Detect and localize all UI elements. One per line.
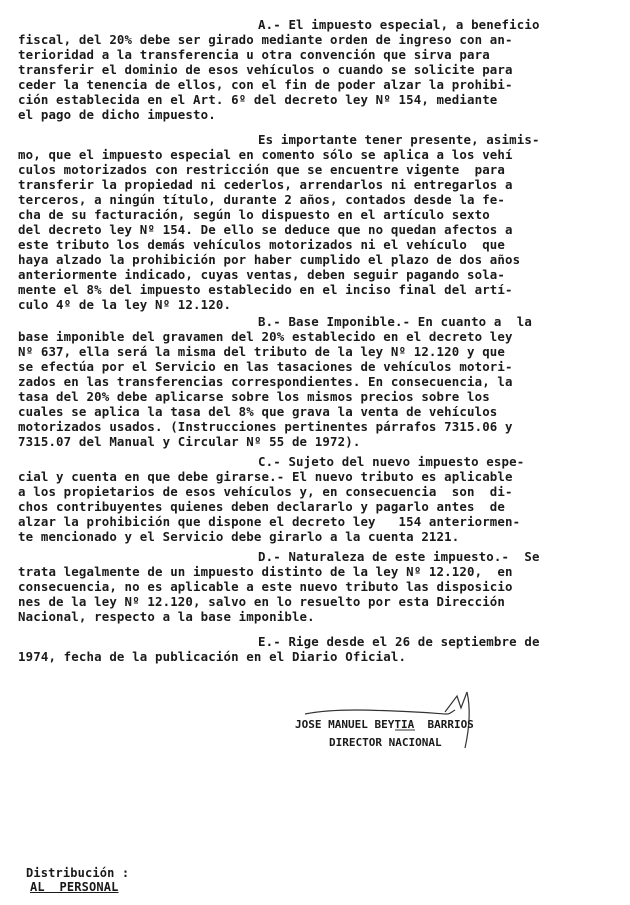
- paragraph-b-line: Nº 637, ella será la misma del tributo de la ley Nº 12.120 y que: [18, 344, 506, 359]
- paragraph-a2-line: del decreto ley Nº 154. De ello se deduce que no quedan afectos a: [18, 222, 513, 237]
- paragraph-c-line: a los propietarios de esos vehículos y, en consecuencia son di-: [18, 484, 513, 499]
- paragraph-b-line: 7315.07 del Manual y Circular Nº 55 de 1972).: [18, 434, 361, 449]
- paragraph-a-line: terioridad a la transferencia u otra convención que sirva para: [18, 47, 490, 62]
- paragraph-d-line: nes de la ley Nº 12.120, salvo en lo resuelto por esta Dirección: [18, 594, 506, 609]
- paragraph-e-line: E.- Rige desde el 26 de septiembre de: [258, 634, 540, 649]
- paragraph-a2-line: mo, que el impuesto especial en comento sólo se aplica a los vehí: [18, 147, 513, 162]
- paragraph-b-line: B.- Base Imponible.- En cuanto a la: [258, 314, 532, 329]
- paragraph-b-line: tasa del 20% debe aplicarse sobre los mismos precios sobre los: [18, 389, 490, 404]
- paragraph-a-line: ción establecida en el Art. 6º del decreto ley Nº 154, mediante: [18, 92, 498, 107]
- paragraph-b-line: zados en las transferencias correspondientes. En consecuencia, la: [18, 374, 513, 389]
- paragraph-a-line: el pago de dicho impuesto.: [18, 107, 216, 122]
- paragraph-a-line: transferir el dominio de esos vehículos o cuando se solicite para: [18, 62, 513, 77]
- distribution-label: Distribución :: [26, 866, 130, 880]
- paragraph-a2-line: haya alzado la prohibición por haber cumplido el plazo de dos años: [18, 252, 521, 267]
- paragraph-c-line: te mencionado y el Servicio debe girarlo a la cuenta 2121.: [18, 529, 460, 544]
- paragraph-a2-line: transferir la propiedad ni cederlos, arrendarlos ni entregarlos a: [18, 177, 513, 192]
- paragraph-b-line: base imponible del gravamen del 20% establecido en el decreto ley: [18, 329, 513, 344]
- paragraph-b-line: motorizados usados. (Instrucciones pertinentes párrafos 7315.06 y: [18, 419, 513, 434]
- paragraph-a2-line: este tributo los demás vehículos motorizados ni el vehículo que: [18, 237, 506, 252]
- paragraph-c-line: C.- Sujeto del nuevo impuesto espe-: [258, 454, 525, 469]
- signatory-title: DIRECTOR NACIONAL: [329, 736, 442, 749]
- paragraph-a2-line: Es importante tener presente, asimis-: [258, 132, 540, 147]
- paragraph-d-line: trata legalmente de un impuesto distinto de la ley Nº 12.120, en: [18, 564, 513, 579]
- paragraph-a-line: A.- El impuesto especial, a beneficio: [258, 17, 540, 32]
- paragraph-c-line: alzar la prohibición que dispone el decreto ley 154 anteriormen-: [18, 514, 521, 529]
- distribution-recipient: AL PERSONAL: [30, 880, 119, 894]
- paragraph-c-line: cial y cuenta en que debe girarse.- El nuevo tributo es aplicable: [18, 469, 513, 484]
- paragraph-a2-line: terceros, a ningún título, durante 2 años, contados desde la fe-: [18, 192, 506, 207]
- paragraph-a2-line: culo 4º de la ley Nº 12.120.: [18, 297, 232, 312]
- paragraph-d-line: D.- Naturaleza de este impuesto.- Se: [258, 549, 540, 564]
- paragraph-e-line: 1974, fecha de la publicación en el Diario Oficial.: [18, 649, 407, 664]
- paragraph-c-line: chos contribuyentes quienes deben declararlo y pagarlo antes de: [18, 499, 506, 514]
- paragraph-a2-line: mente el 8% del impuesto establecido en el inciso final del artí-: [18, 282, 513, 297]
- paragraph-d-line: Nacional, respecto a la base imponible.: [18, 609, 315, 624]
- paragraph-a-line: fiscal, del 20% debe ser girado mediante orden de ingreso con an-: [18, 32, 513, 47]
- paragraph-a2-line: anteriormente indicado, cuyas ventas, deben seguir pagando sola-: [18, 267, 506, 282]
- paragraph-a2-line: cha de su facturación, según lo dispuesto en el artículo sexto: [18, 207, 490, 222]
- paragraph-a2-line: culos motorizados con restricción que se encuentre vigente para: [18, 162, 506, 177]
- paragraph-b-line: cuales se aplica la tasa del 8% que grava la venta de vehículos: [18, 404, 498, 419]
- signature-block: [295, 690, 545, 770]
- paragraph-d-line: consecuencia, no es aplicable a este nuevo tributo las disposicio: [18, 579, 513, 594]
- paragraph-a-line: ceder la tenencia de ellos, con el fin de poder alzar la prohibi-: [18, 77, 513, 92]
- paragraph-b-line: se efectúa por el Servicio en las tasaciones de vehículos motori-: [18, 359, 513, 374]
- signatory-name: JOSE MANUEL BEYTIA BARRIOS: [295, 718, 474, 731]
